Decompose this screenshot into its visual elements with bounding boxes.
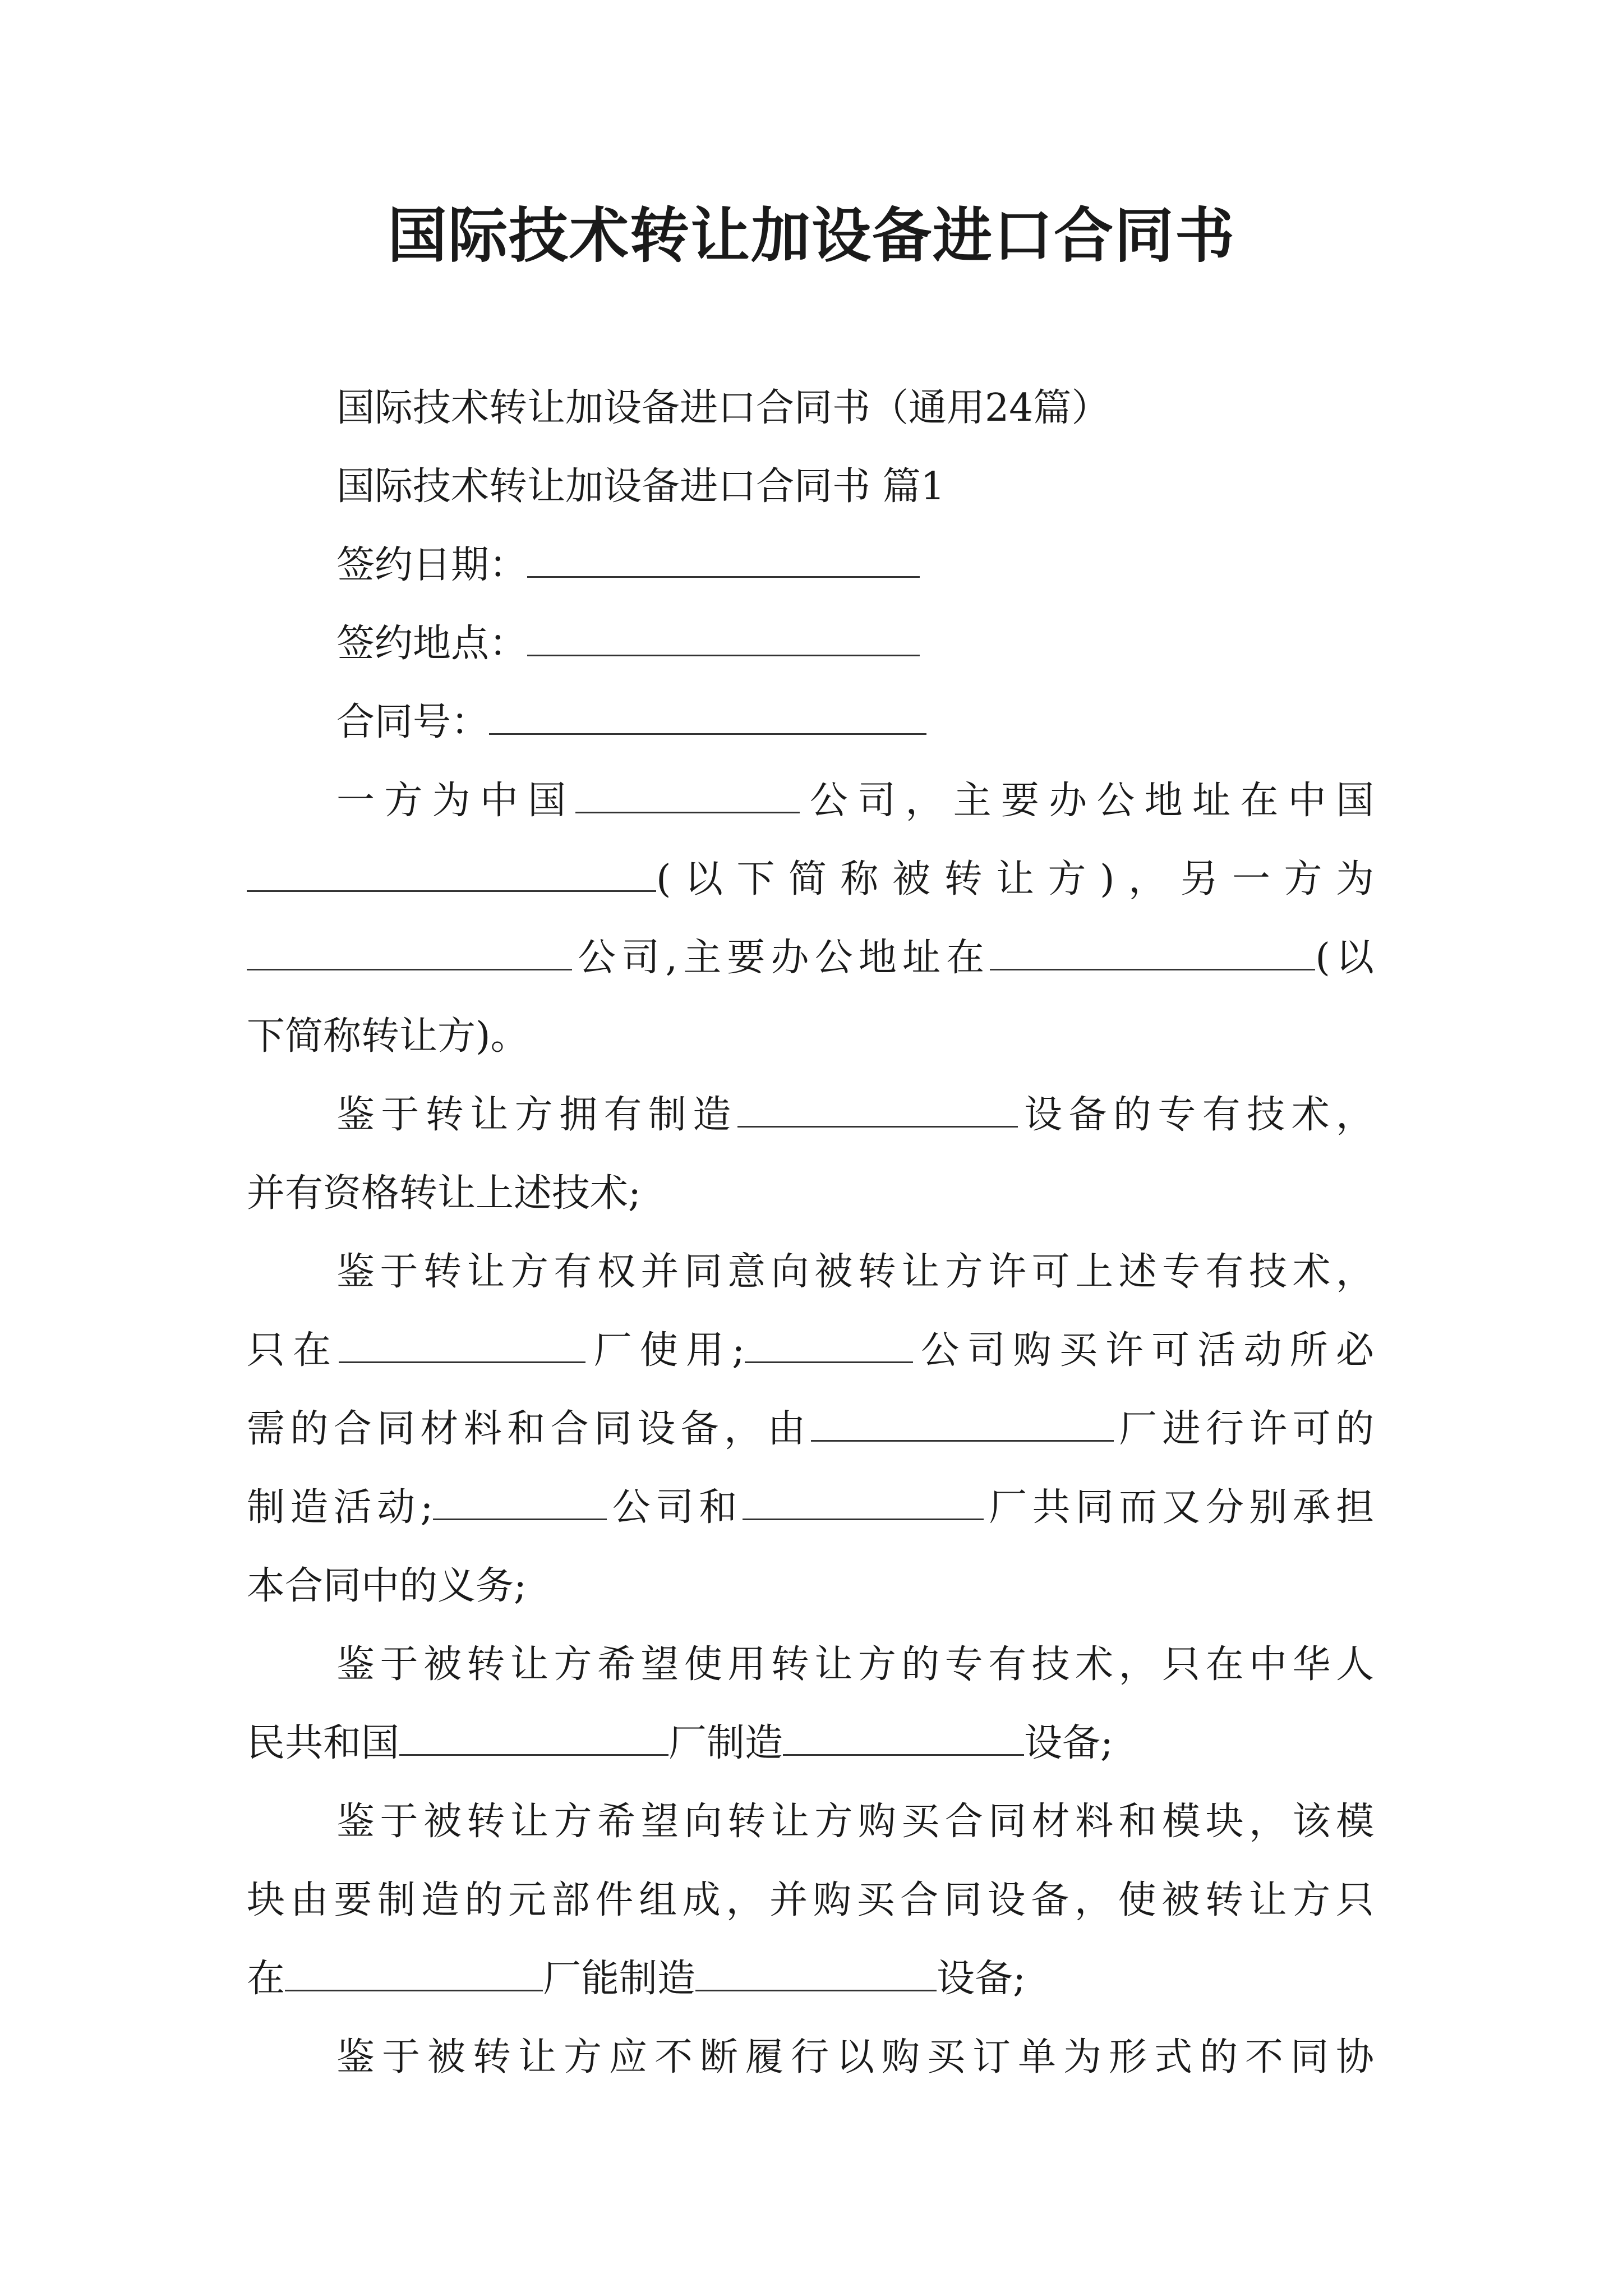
- plant-blank-3[interactable]: [743, 1473, 984, 1520]
- recital2-line-1: [247, 1233, 1374, 1312]
- sign-date-label: 签约日期：: [336, 543, 528, 587]
- sign-date-blank[interactable]: [527, 530, 920, 578]
- equipment-blank-3[interactable]: [695, 1944, 937, 1991]
- recital4-line-3: [247, 1940, 1374, 2018]
- recital3-text-d: 设备;: [1024, 1721, 1113, 1765]
- recital5-text-a: 鉴于被转让方应不断履行以购买订单为形式的不同协: [336, 2035, 1374, 2079]
- recital3-text-a: 鉴于被转让方希望使用转让方的专有技术，只在中华人: [336, 1642, 1374, 1687]
- recital1-line-2: [247, 1154, 1374, 1233]
- recital1-text-c: 并有资格转让上述技术;: [247, 1171, 641, 1216]
- recital1-text-b: 设备的专有技术，: [1017, 1093, 1374, 1137]
- recital4-text-b: 块由要制造的元部件组成，并购买合同设备，使被转让方只: [247, 1878, 1374, 1922]
- recital2-line-3: [247, 1390, 1374, 1469]
- recital2-line-2: [247, 1312, 1374, 1390]
- parties-line-3: [247, 919, 1374, 997]
- recital2-line-4: [247, 1469, 1374, 1547]
- recital4-text-e: 设备;: [937, 1957, 1026, 2001]
- parties-line-1: [247, 762, 1374, 840]
- equipment-blank-2[interactable]: [783, 1708, 1024, 1756]
- section-heading: 国际技术转让加设备进口合同书 篇1: [336, 464, 945, 509]
- recital4-line-1: [247, 1783, 1374, 1861]
- parties-text-e: (以: [1315, 936, 1374, 980]
- sign-place-label: 签约地点：: [336, 622, 528, 666]
- recital4-text-d: 厂能制造: [543, 1957, 696, 2001]
- recital2-text-c: 厂使用;: [585, 1328, 745, 1373]
- recital4-text-c: 在: [247, 1957, 285, 2001]
- parties-text-a: 一方为中国: [336, 779, 576, 823]
- section-heading-line: [247, 448, 1374, 526]
- contract-no-row: [247, 683, 1374, 762]
- recital2-text-a: 鉴于转让方有权并同意向被转让方许可上述专有技术，: [336, 1250, 1374, 1294]
- document-body: [247, 369, 1374, 2097]
- plant-blank-2[interactable]: [811, 1394, 1114, 1442]
- contract-no-blank[interactable]: [489, 687, 926, 735]
- plant-blank-4[interactable]: [399, 1708, 668, 1756]
- recital2-text-e: 需的合同材料和合同设备，由: [247, 1407, 811, 1451]
- recital2-text-g: 制造活动;: [247, 1485, 434, 1530]
- recital3-line-1: [247, 1626, 1374, 1704]
- recital2-line-5: [247, 1547, 1374, 1626]
- recital2-text-d: 公司购买许可活动所必: [913, 1328, 1374, 1373]
- document-title: 国际技术转让加设备进口合同书: [388, 200, 1235, 270]
- transferor-company-blank[interactable]: [247, 923, 572, 970]
- recital3-text-b: 民共和国: [247, 1721, 400, 1765]
- recital2-text-f: 厂进行许可的: [1113, 1407, 1374, 1451]
- subtitle-line: [247, 369, 1374, 448]
- recital4-line-2: [247, 1861, 1374, 1940]
- equipment-blank[interactable]: [737, 1080, 1018, 1128]
- sign-place-blank[interactable]: [527, 609, 920, 656]
- parties-text-f: 下简称转让方)。: [247, 1014, 529, 1059]
- sign-date-row: [247, 526, 1374, 605]
- plant-blank-1[interactable]: [339, 1315, 585, 1363]
- recital3-text-c: 厂制造: [668, 1721, 783, 1765]
- recital1-line-1: [247, 1076, 1374, 1154]
- recital5-line-1: [247, 2018, 1374, 2097]
- party-company-blank[interactable]: [575, 766, 800, 813]
- sign-place-row: [247, 605, 1374, 683]
- contract-no-label: 合同号：: [336, 700, 490, 744]
- recital2-text-i: 厂共同而又分别承担: [983, 1485, 1374, 1530]
- transferor-address-blank[interactable]: [990, 923, 1315, 970]
- subtitle: 国际技术转让加设备进口合同书（通用24篇）: [336, 386, 1110, 430]
- parties-line-2: [247, 840, 1374, 919]
- parties-text-c: (以下简称被转让方)，另一方为: [656, 857, 1374, 901]
- recital2-text-h: 公司和: [607, 1485, 743, 1530]
- recital2-text-j: 本合同中的义务;: [247, 1564, 527, 1608]
- parties-text-d: 公司,主要办公地址在: [572, 936, 990, 980]
- plant-blank-5[interactable]: [285, 1944, 543, 1991]
- party-address-blank[interactable]: [247, 844, 656, 892]
- company-blank-1[interactable]: [745, 1315, 913, 1363]
- parties-line-4: [247, 997, 1374, 1076]
- recital4-text-a: 鉴于被转让方希望向转让方购买合同材料和模块，该模: [336, 1800, 1374, 1844]
- recital2-text-b: 只在: [247, 1328, 339, 1373]
- recital1-text-a: 鉴于转让方拥有制造: [336, 1093, 737, 1137]
- parties-text-b: 公司，主要办公地址在中国: [800, 779, 1374, 823]
- company-blank-2[interactable]: [433, 1473, 607, 1520]
- recital3-line-2: [247, 1704, 1374, 1783]
